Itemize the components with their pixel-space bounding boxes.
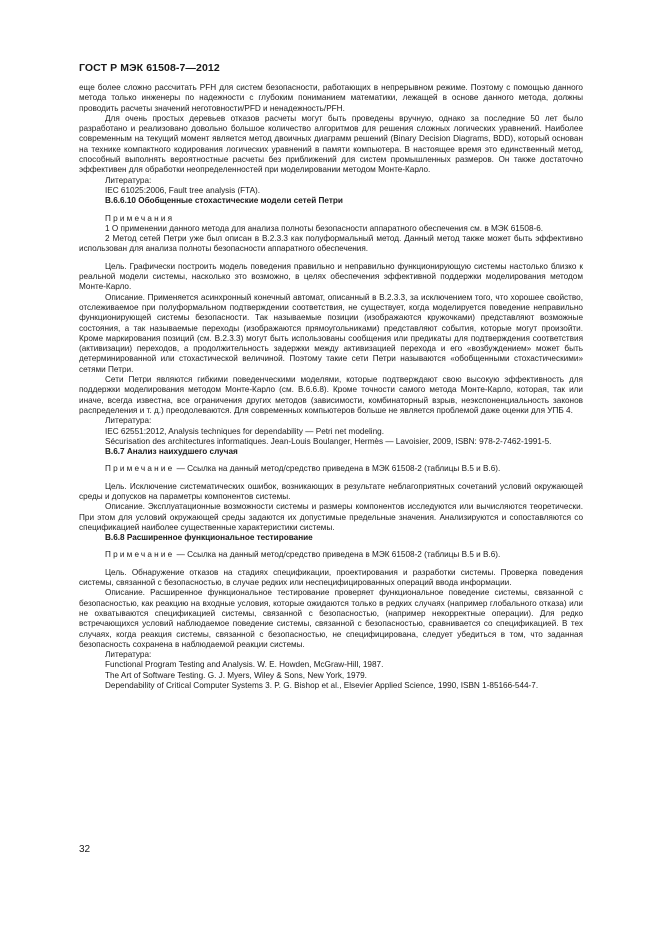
literature-reference: IEC 62551:2012, Analysis techniques for dependability — Petri net modeling.: [105, 426, 385, 436]
section-heading: B.6.6.10 Обобщенные стохастические модели сетей Петри: [105, 196, 343, 206]
paragraph: Сети Петри являются гибкими поведенческими моделями, которые подтверждают свою высокую эффективность для поддержки моделирования методом Монте-Карло (см. В.6.6.8). Кроме точности самого метода Монте-Карло, которая, так или иначе, всегда известна, все ограничения других методов (зависимости, комбинаторный взрыв, неэкспоненциальность законов распределения и т. д.) преодолеваются. Для современных компьютеров больше не является проблемой даже оценки для УПБ 4.: [79, 375, 583, 415]
note: 2 Метод сетей Петри уже был описан в В.2.3.3 как полуформальный метод. Данный метод также может быть эффективно использован для анализа полноты безопасности аппаратного обеспечения.: [79, 234, 583, 254]
literature-reference: Functional Program Testing and Analysis. W. E. Howden, McGraw-Hill, 1987.: [105, 660, 384, 670]
section-heading: B.6.7 Анализ наихудшего случая: [105, 447, 238, 457]
literature-label: Литература:: [105, 416, 152, 426]
notes-title: Примечания: [105, 213, 175, 223]
note-text: — Ссылка на данный метод/средство приведена в МЭК 61508-2 (таблицы В.5 и В.6).: [174, 550, 501, 560]
page-header: ГОСТ Р МЭК 61508-7—2012: [79, 62, 220, 74]
paragraph: еще более сложно рассчитать PFH для систем безопасности, работающих в непрерывном режиме. Поэтому с помощью данного метода только инженеры по надежности с глубоким пониманием математики, лежащей в основе данного метода, должны проводить расчеты значений неготовности/PFD и ненадежность/PFH.: [79, 83, 583, 113]
note-label: Примечание: [105, 464, 175, 474]
paragraph: Цель. Исключение систематических ошибок, возникающих в результате неблагоприятных сочетаний условий окружающей среды и допусков на параметры компонентов системы.: [79, 481, 583, 501]
paragraph: Описание. Расширенное функциональное тестирование проверяет функциональное поведение системы, связанной с безопасностью, как реакцию на входные условия, которые ожидаются только в редких случаях (например глобального отказа) или не охватываются спецификацией системы, связанной с безопасностью, (например некорректные операции). Для редко встречающихся условий наблюдаемое поведение системы, связанной с безопасностью, сравнивается со спецификацией. В тех случаях, когда реакция системы, связанной с безопасностью, не специфицирована, следует убедиться в том, что заданная безопасность сохранена в наблюдаемой реакции системы.: [79, 588, 583, 649]
literature-reference: The Art of Software Testing. G. J. Myers, Wiley & Sons, New York, 1979.: [105, 670, 367, 680]
document-body: [79, 83, 583, 691]
section-heading: B.6.8 Расширенное функциональное тестирование: [105, 533, 313, 543]
note-label: Примечание: [105, 550, 175, 560]
literature-reference: IEC 61025:2006, Fault tree analysis (FTA).: [105, 185, 261, 195]
page-number: 32: [79, 844, 91, 855]
note: [79, 550, 583, 560]
paragraph: Описание. Применяется асинхронный конечный автомат, описанный в В.2.3.3, за исключением того, что хорошее свойство, отслеживаемое при полуформальном подтверждении соответствия, не существует, когда моделируется поведение неправильно функционирующей системы безопасности. Так называемые позиции (изображаются кружочками) представляют возможные состояния, а так называемые переходы (изображаются прямоугольниками) представляют события, которые могут произойти. Кроме маркирования позиций (см. В.2.3.3) могут быть использованы сообщения или предикаты для подтверждения соответствия (активизации) переходов, а продолжительность задержки между активизацией перехода и его «возбуждением» может быть детерминированной или стохастической величиной. Поэтому такие сети Петри называются «обобщенными стохастическими» сетями Петри.: [79, 292, 583, 374]
paragraph: Цель. Обнаружение отказов на стадиях спецификации, проектирования и разработки системы. Проверка поведения системы, связанной с безопасностью, в случае редких или неспецифицированных операций ввода информации.: [79, 567, 583, 588]
note: [79, 464, 583, 474]
literature-label: Литература:: [105, 650, 152, 660]
literature-label: Литература:: [105, 175, 152, 185]
literature-reference: Sécurisation des architectures informatiques. Jean-Louis Boulanger, Hermès — Lavoisier, 2009, ISBN: 978-2-7462-1991-5.: [105, 436, 552, 446]
literature-reference: Dependability of Critical Computer Systems 3. P. G. Bishop et al., Elsevier Applied Science, 1990, ISBN 1-85166-544-7.: [105, 681, 539, 691]
paragraph: Цель. Графически построить модель поведения правильно и неправильно функционирующую системы настолько близко к реальной модели системы, насколько это возможно, в целях обеспечения эффективной поддержки моделирования методом Монте-Карло.: [79, 261, 583, 292]
paragraph: Описание. Эксплуатационные возможности системы и размеры компонентов исследуются или вычисляются теоретически. При этом для условий окружающей среды задаются их допустимые предельные значения. Анализируются и сопоставляются со спецификацией наиболее существенные характеристики системы.: [79, 502, 583, 532]
note: 1 О применении данного метода для анализа полноты безопасности аппаратного обеспечения см. в МЭК 61508-6.: [105, 223, 544, 233]
note-text: — Ссылка на данный метод/средство приведена в МЭК 61508-2 (таблицы В.5 и В.6).: [174, 464, 501, 474]
paragraph: Для очень простых деревьев отказов расчеты могут быть проведены вручную, однако за последние 50 лет было разработано и реализовано довольно большое количество алгоритмов для решения сложных логических уравнений. Наиболее современным на текущий момент является метод двоичных диаграмм решений (Binary Decision Diagrams, BDD), который основан на технике компактного кодирования логических уравнений в памяти компьютера. В настоящее время это единственный метод, способный выполнять вероятностные расчеты без приближений для систем промышленных размеров. Он также достаточно эффективен для обработки неопределенностей при моделировании методом Монте-Карло.: [79, 113, 583, 175]
